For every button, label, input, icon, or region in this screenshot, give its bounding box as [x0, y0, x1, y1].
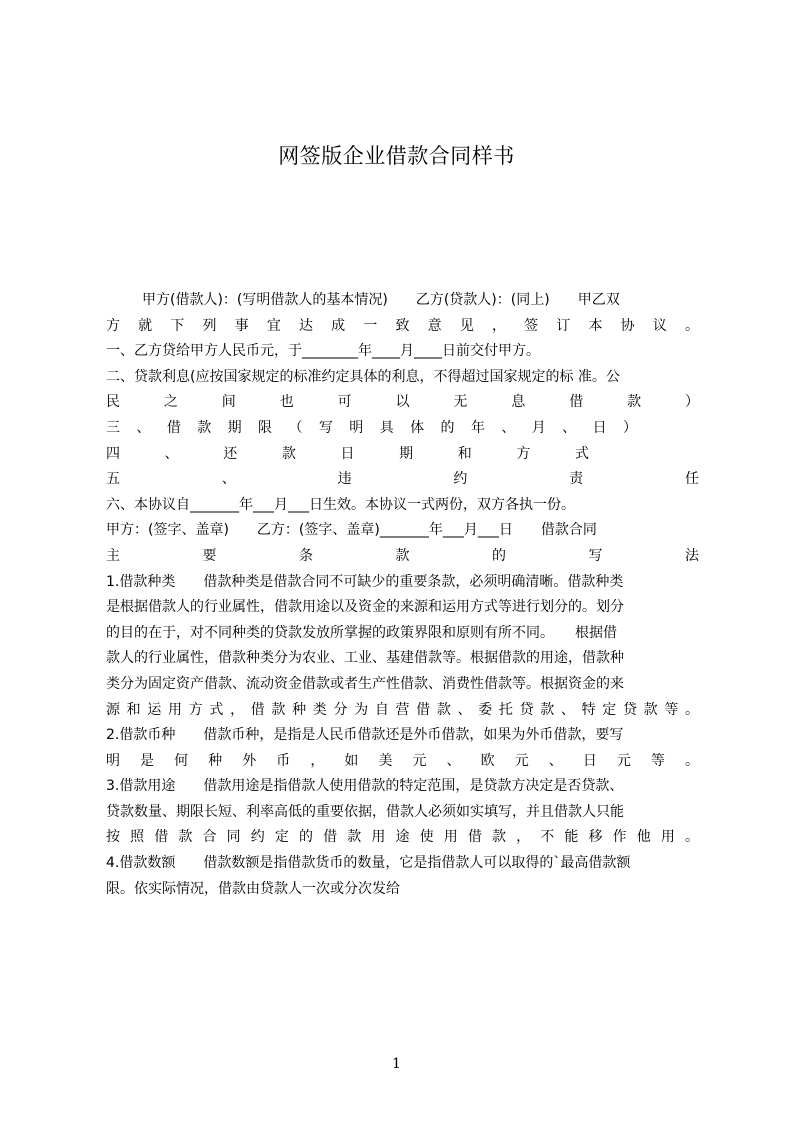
- text-line: 是根据借款人的行业属性，借款用途以及资金的来源和运用方式等进行划分的。划分: [106, 599, 624, 616]
- text-line: 源和运用方式，借款种类分为自营借款、委托贷款、特定贷款等。: [106, 701, 699, 718]
- text-line: 二、贷款利息(应按国家规定的标准约定具体的利息，不得超过国家规定的标 准。公: [106, 368, 620, 385]
- document-title: 网签版企业借款合同样书: [278, 144, 515, 168]
- document-body: [106, 288, 699, 902]
- text-line: 四 、 还 款 日 期 和 方 式: [106, 445, 589, 462]
- text-line: 一、乙方贷给甲方人民币元，于________年____月____日前交付甲方。: [106, 343, 540, 360]
- text-line: 款人的行业属性，借款种类分为农业、工业、基建借款等。根据借款的用途，借款种: [106, 650, 624, 667]
- text-line: 方就下列事宜达成一致意见，签订本协议。: [106, 317, 699, 334]
- text-line: 甲方：(签字、盖章) 乙方：(签字、盖章)_______年___月___日 借款合同: [106, 522, 597, 539]
- text-line: 六、本协议自_______年___月___日生效。本协议一式两份，双方各执一份。: [106, 496, 575, 513]
- text-line: 明 是 何 种 外 币 ， 如 美 元 、 欧 元 、 日 元 等 。: [106, 752, 699, 769]
- text-line: 甲方(借款人)：(写明借款人的基本情况) 乙方(贷款人)：(同上) 甲乙双: [142, 292, 620, 308]
- text-line: 的目的在于，对不同种类的贷款发放所掌握的政策界限和原则有所不同。 根据借: [106, 624, 617, 641]
- text-line: 按照借款合同约定的借款用途使用借款，不能移作他用。: [106, 829, 699, 846]
- text-line: 3.借款用途 借款用途是指借款人使用借款的特定范围，是贷款方决定是否贷款、: [106, 778, 624, 795]
- text-line: 三 、 借 款 期 限 （ 写 明 具 体 的 年 、 月 、 日 ）: [106, 419, 637, 436]
- text-line: 主 要 条 款 的 写 法: [106, 547, 699, 564]
- text-line: 类分为固定资产借款、流动资金借款或者生产性借款、消费性借款等。根据资金的来: [106, 675, 624, 692]
- text-line: 五 、 违 约 责 任: [106, 471, 699, 488]
- text-line: 4.借款数额 借款数额是指借款货币的数量，它是指借款人可以取得的`最高借款额: [106, 855, 631, 872]
- text-line: 贷款数量、期限长短、利率高低的重要依据，借款人必须如实填写，并且借款人只能: [106, 803, 624, 820]
- text-line: 民 之 间 也 可 以 无 息 借 款 ）: [106, 394, 699, 411]
- page-number: 1: [392, 1056, 401, 1072]
- text-line: 1.借款种类 借款种类是借款合同不可缺少的重要条款，必须明确清晰。借款种类: [106, 573, 624, 590]
- text-line: 2.借款币种 借款币种，是指是人民币借款还是外币借款，如果为外币借款，要写: [106, 727, 624, 744]
- text-line: 限。依实际情况，借款由贷款人一次或分次发给: [106, 880, 400, 897]
